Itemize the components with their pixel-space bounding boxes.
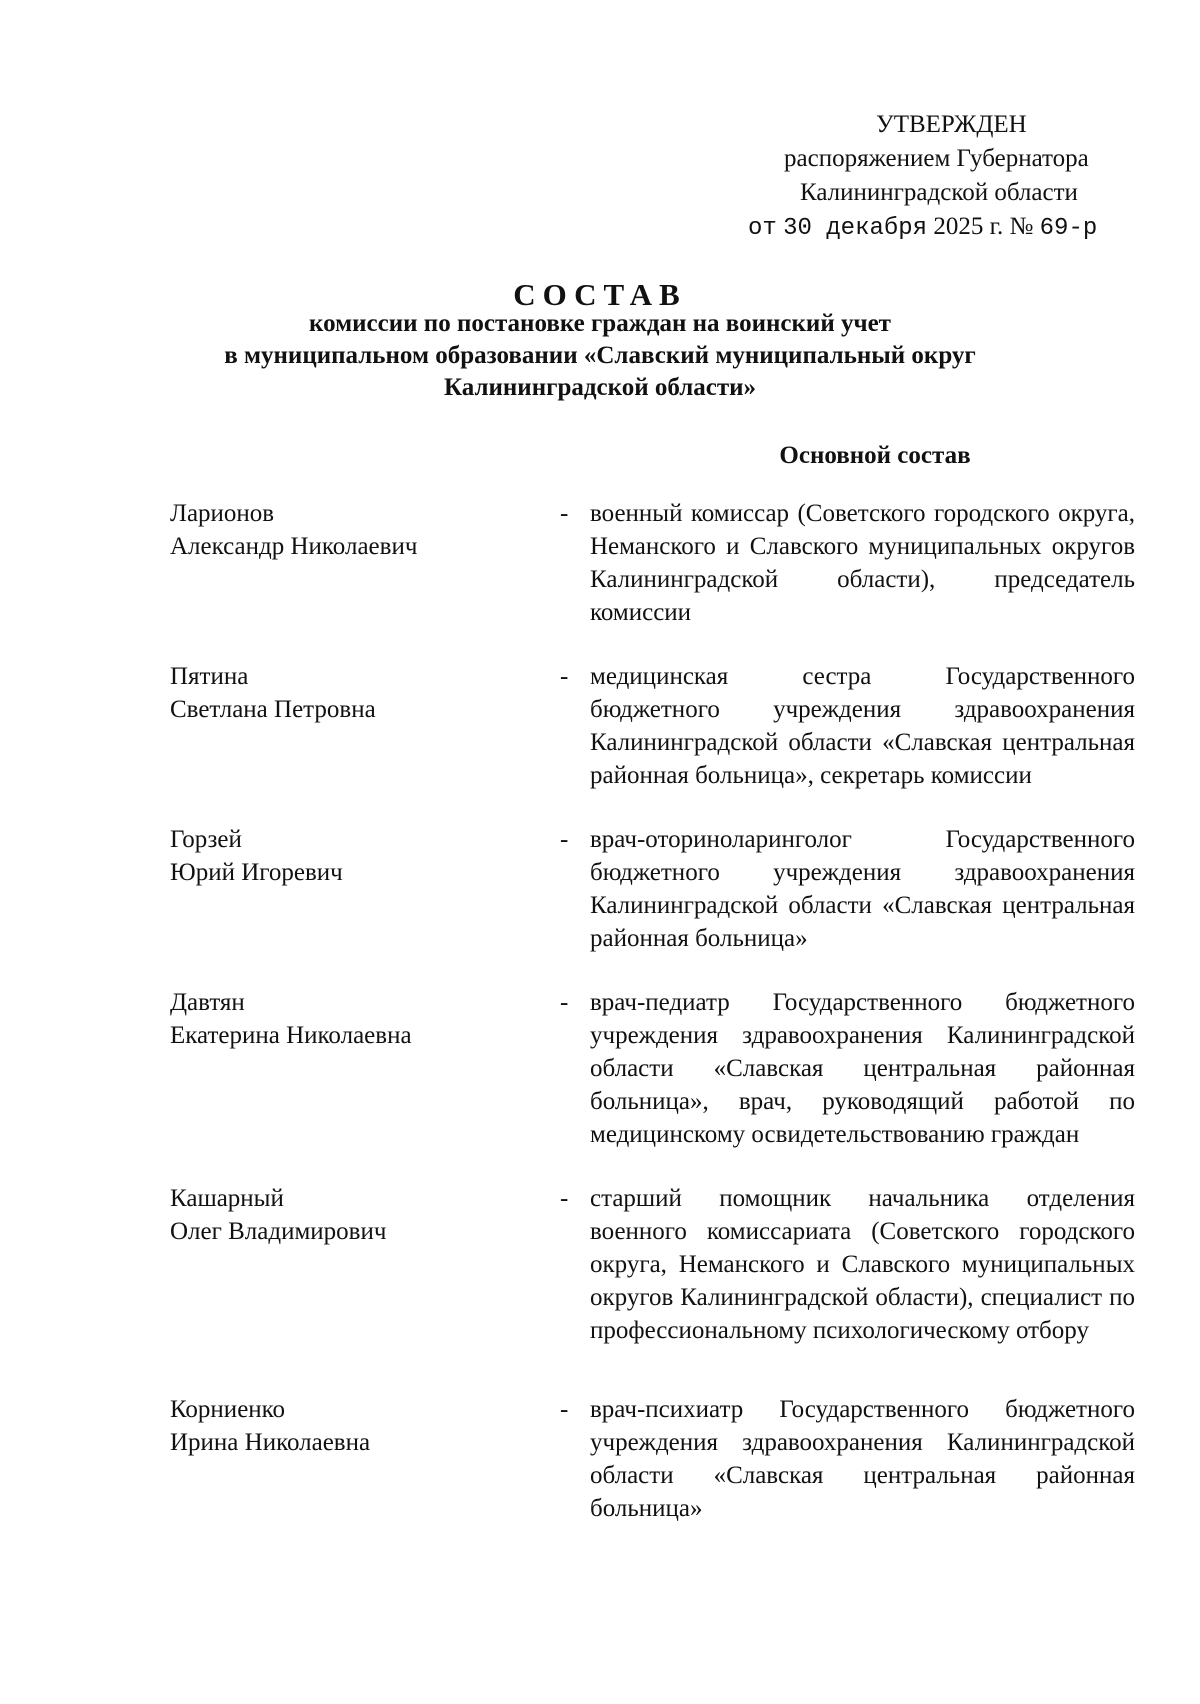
member-description: военный комиссар (Советского городского округа, Неманского и Славского муниципальных округов Калининградской области), председатель комиссии (590, 500, 1135, 626)
member-given-names: Екатерина Николаевна (170, 1022, 412, 1049)
date-day-month: 30 декабря (783, 215, 928, 242)
subtitle-line: Калининградской области» (443, 374, 757, 401)
subtitle-line: комиссии по постановке граждан на воинский учет (309, 310, 891, 337)
approval-region-line: Калининградской области (800, 179, 1078, 206)
member-dash: - (560, 500, 569, 527)
subtitle-line: в муниципальном образовании «Славский муниципальный округ (224, 342, 976, 369)
member-given-names: Светлана Петровна (170, 696, 376, 723)
order-number: 69-р (1039, 215, 1098, 242)
approval-order-line: распоряжением Губернатора (784, 145, 1089, 172)
member-given-names: Ирина Николаевна (170, 1429, 371, 1456)
approval-block (700, 108, 1180, 246)
member-entry (170, 823, 1135, 955)
member-surname: Давтян (170, 989, 245, 1016)
member-surname: Корниенко (170, 1396, 286, 1423)
members-list (170, 497, 1135, 1525)
member-entry (170, 1182, 1135, 1347)
member-given-names: Александр Николаевич (170, 533, 418, 560)
member-dash: - (560, 1396, 569, 1423)
member-given-names: Юрий Игоревич (170, 859, 343, 886)
member-description: медицинская сестра Государственного бюджетного учреждения здравоохранения Калининградской области «Славская центральная районная больница», секретарь комиссии (590, 663, 1135, 789)
date-prefix: от (748, 215, 777, 242)
member-entry (170, 660, 1135, 792)
member-entry (170, 1393, 1135, 1525)
approval-title: УТВЕРЖДЕН (876, 111, 1027, 138)
member-name (170, 660, 550, 792)
member-name (170, 986, 550, 1151)
member-name (170, 823, 550, 955)
member-surname: Ларионов (170, 500, 275, 527)
member-name (170, 1182, 550, 1347)
member-description: врач-психиатр Государственного бюджетного учреждения здравоохранения Калининградской области «Славская центральная районная больница» (590, 1396, 1135, 1522)
member-surname: Пятина (170, 663, 249, 690)
member-description: старший помощник начальника отделения военного комиссариата (Советского городского округа, Неманского и Славского муниципальных округов Калининградской области), специалист по профессиональному психологическому отбору (590, 1185, 1135, 1344)
date-year: 2025 г. № (933, 213, 1034, 240)
member-description: врач-оториноларинголог Государственного бюджетного учреждения здравоохранения Калининградской области «Славская центральная районная больница» (590, 826, 1135, 952)
member-given-names: Олег Владимирович (170, 1218, 387, 1245)
approval-date-line (700, 210, 1180, 246)
member-surname: Горзей (170, 826, 242, 853)
member-surname: Кашарный (170, 1185, 284, 1212)
section-title: Основной состав (779, 442, 971, 469)
document-subtitle (0, 308, 1200, 404)
member-entry (170, 497, 1135, 629)
member-dash: - (560, 826, 569, 853)
member-description: врач-педиатр Государственного бюджетного учреждения здравоохранения Калининградской области «Славская центральная районная больница», врач, руководящий работой по медицинскому освидетельствованию граждан (590, 989, 1135, 1148)
document-title: СОСТАВ (513, 277, 687, 312)
member-dash: - (560, 1185, 569, 1212)
member-name (170, 1393, 550, 1525)
member-entry (170, 986, 1135, 1151)
member-dash: - (560, 989, 569, 1016)
section-title-row (0, 442, 1200, 470)
member-name (170, 497, 550, 629)
member-dash: - (560, 663, 569, 690)
